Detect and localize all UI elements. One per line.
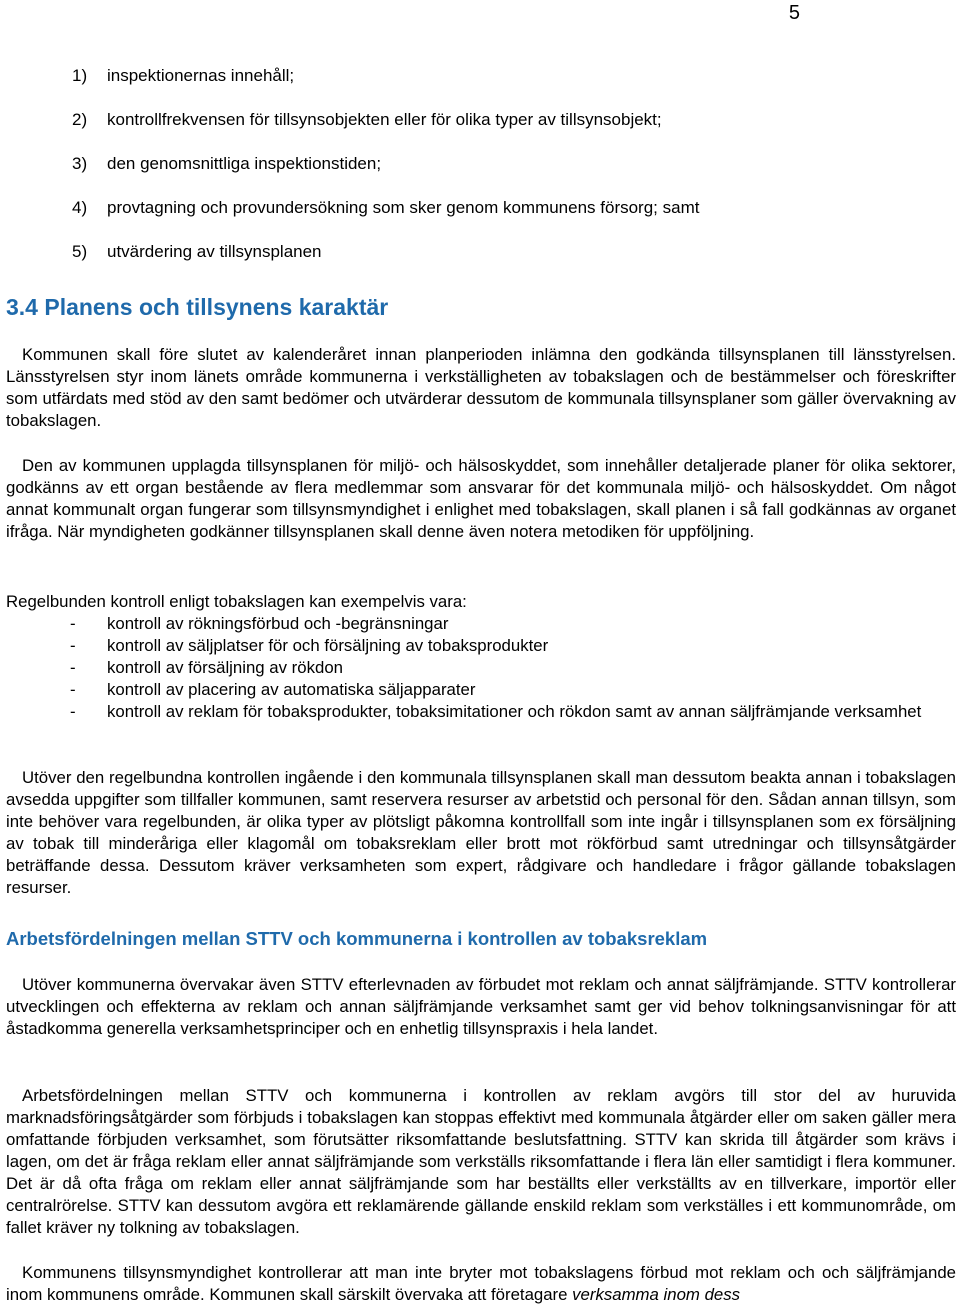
sub-heading: Arbetsfördelningen mellan STTV och kommunerna i kontrollen av tobaksreklam [6, 928, 708, 949]
page-number: 5 [788, 2, 800, 24]
paragraph-7-italic: verksamma inom dess [572, 1285, 741, 1304]
paragraph-7-text: Kommunens tillsynsmyndighet kontrollerar att man inte bryter mot tobakslagens förbud mot reklam och och säljfrämjande inom kommunens område. Kommunen skall särskilt övervaka att företagare [6, 1263, 956, 1304]
list-number: 4) [72, 198, 88, 217]
bullet-item [70, 657, 956, 679]
paragraph-7 [6, 1262, 956, 1306]
paragraph-4: Utöver den regelbundna kontrollen ingående i den kommunala tillsynsplanen skall man dessutom beakta annan i tobakslagen avsedda uppgifter som tillfaller kommunen, samt reservera resurser av arbetstid och personal för den. Sådan annan tillsyn, som inte behöver vara regelbunden, är olika typer av plötsligt påkomna kontrollfall som inte ingår i tillsynsplanen som ex försäljning av tobak till minderåriga eller klagomål om tobaksreklam eller brott mot rökförbud samt utredningar och tillsynsåtgärder beträffande dessa. Dessutom kräver verksamheten som expert, rådgivare och handledare i frågor gällande tobakslagen resurser. [6, 768, 956, 897]
numbered-list [72, 63, 932, 283]
list-number: 3) [72, 154, 88, 173]
list-text: inspektionernas innehåll; [107, 66, 295, 85]
list-item [72, 151, 932, 195]
bullet-text: kontroll av säljplatser för och försäljning av tobaksprodukter [107, 636, 549, 655]
bullet-dash: - [70, 658, 76, 677]
bullet-item [70, 679, 956, 701]
bullet-text: kontroll av reklam för tobaksprodukter, tobaksimitationer och rökdon samt av annan säljfrämjande verksamhet [107, 702, 922, 721]
list-item [72, 107, 932, 151]
bullet-dash: - [70, 614, 76, 633]
paragraph-3: Regelbunden kontroll enligt tobakslagen kan exempelvis vara: [6, 592, 467, 611]
list-number: 5) [72, 242, 88, 261]
list-item [72, 195, 932, 239]
list-number: 1) [72, 66, 88, 85]
bullet-dash: - [70, 680, 76, 699]
bullet-dash: - [70, 636, 76, 655]
paragraph-6: Arbetsfördelningen mellan STTV och kommunerna i kontrollen av reklam avgörs till stor del av huruvida marknadsföringsåtgärder som förbjuds i tobakslagen kan stoppas effektivt med kommunala åtgärder eller om saken gäller mera omfattande förbjuden verksamhet, som förutsätter riksomfattande beslutsfattning. STTV kan skrida till åtgärder som krävs i lagen, om det är fråga reklam eller annat säljfrämjande som verkställs riksomfattande i flera län eller samtidigt i flera kommuner. Det är då ofta fråga om reklam eller annat säljfrämjande som har beställts eller verkställts av en tillverkare, importör eller centralrörelse. STTV kan dessutom avgöra ett reklamärende gällande enskild reklam som verkställes i ett kommunområde, om fallet kräver ny tolkning av tobakslagen. [6, 1086, 956, 1237]
list-text: kontrollfrekvensen för tillsynsobjekten eller för olika typer av tillsynsobjekt; [107, 110, 662, 129]
bullet-text: kontroll av rökningsförbud och -begränsningar [107, 614, 449, 633]
list-item [72, 63, 932, 107]
list-number: 2) [72, 110, 88, 129]
bullet-text: kontroll av försäljning av rökdon [107, 658, 343, 677]
paragraph-5: Utöver kommunerna övervakar även STTV efterlevnaden av förbudet mot reklam och annat säljfrämjande. STTV kontrollerar utvecklingen och effekterna av reklam och annan säljfrämjande verksamhet samt ger vid behov tolkningsanvisningar för att åstadkomma generella verksamhetsprinciper och en enhetlig tillsynspraxis i hela landet. [6, 975, 956, 1038]
paragraph-2: Den av kommunen upplagda tillsynsplanen för miljö- och hälsoskyddet, som innehåller detaljerade planer för olika sektorer, godkänns av ett organ bestående av flera medlemmar som ansvarar för det kommunala miljö- och hälsoskyddet. Om något annat kommunalt organ fungerar som tillsynsmyndighet i enlighet med tobakslagen, skall planen i så fall godkännas av organet ifråga. När myndigheten godkänner tillsynsplanen skall denne även notera metodiken för uppföljning. [6, 456, 956, 541]
bullet-item [70, 701, 956, 723]
list-text: provtagning och provundersökning som sker genom kommunens försorg; samt [107, 198, 700, 217]
bullet-dash: - [70, 702, 76, 721]
list-text: utvärdering av tillsynsplanen [107, 242, 322, 261]
paragraph-1: Kommunen skall före slutet av kalenderåret innan planperioden inlämna den godkända tillsynsplanen till länsstyrelsen. Länsstyrelsen styr inom länets område kommunerna i verkställigheten av tobakslagen och de bestämmelser och föreskrifter som utfärdats med stöd av den samt bedömer och utvärderar dessutom de kommunala tillsynsplaner som gäller övervakning av tobakslagen. [6, 345, 956, 430]
bullet-list [70, 613, 956, 723]
list-item [72, 239, 932, 283]
bullet-item [70, 635, 956, 657]
bullet-text: kontroll av placering av automatiska säljapparater [107, 680, 476, 699]
section-heading: 3.4 Planens och tillsynens karaktär [6, 294, 389, 320]
list-text: den genomsnittliga inspektionstiden; [107, 154, 382, 173]
bullet-item [70, 613, 956, 635]
